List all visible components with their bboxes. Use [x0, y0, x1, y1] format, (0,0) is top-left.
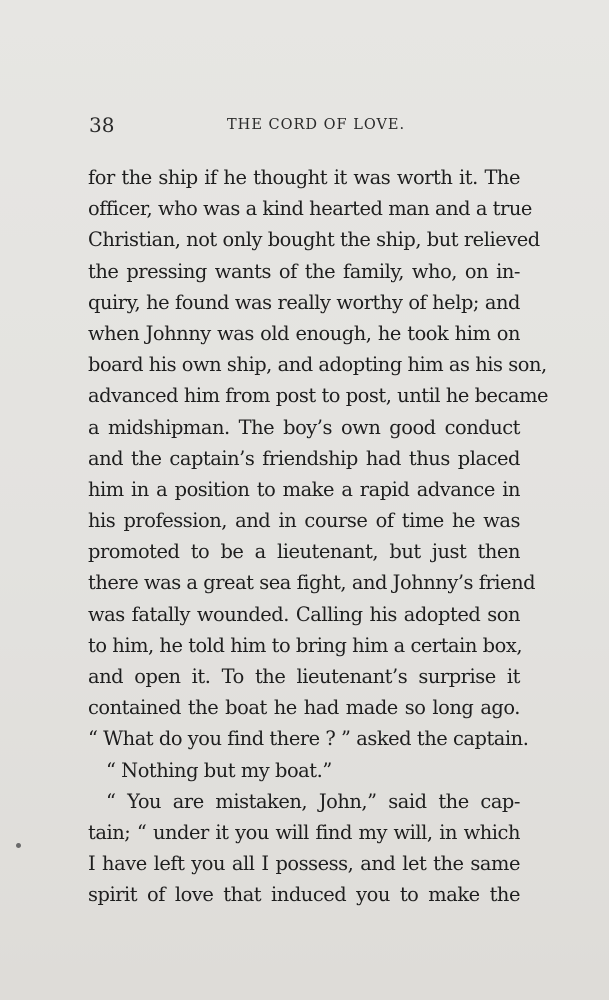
text-line: promoted to be a lieutenant, but just then	[88, 540, 520, 564]
text-line: and the captain’s friendship had thus placed	[88, 446, 520, 470]
text-line: advanced him from post to post, until he became	[88, 384, 549, 408]
text-line: quiry, he found was really worthy of help; and	[88, 290, 520, 314]
text-line: there was a great sea fight, and Johnny’s friend	[88, 571, 536, 595]
text-line: a midshipman. The boy’s own good conduct	[88, 415, 520, 439]
running-title: THE CORD OF LOVE.	[227, 117, 406, 133]
text-line: “ You are mistaken, John,” said the cap-	[106, 789, 520, 813]
text-line: him in a position to make a rapid advance in	[88, 477, 520, 501]
text-line: tain; “ under it you will find my will, in which	[88, 820, 520, 844]
text-line: officer, who was a kind hearted man and a true	[88, 197, 532, 221]
text-line: when Johnny was old enough, he took him on	[88, 321, 520, 345]
text-line: board his own ship, and adopting him as his son,	[88, 353, 547, 377]
text-line: and open it. To the lieutenant’s surprise it	[88, 665, 520, 688]
page-header	[87, 113, 519, 143]
text-line: his profession, and in course of time he was	[88, 509, 520, 533]
text-line: I have left you all I possess, and let the same	[88, 852, 520, 876]
page-body-text	[88, 162, 549, 911]
text-line: Christian, not only bought the ship, but relieved	[88, 228, 540, 252]
text-line: the pressing wants of the family, who, on in-	[88, 259, 520, 283]
text-line: contained the boat he had made so long ago.	[88, 696, 520, 720]
text-line: “ Nothing but my boat.”	[106, 758, 332, 782]
text-line: was fatally wounded. Calling his adopted son	[88, 602, 520, 626]
text-line: “ What do you find there ? ” asked the captain.	[88, 727, 529, 751]
text-line: spirit of love that induced you to make the	[88, 883, 520, 907]
text-line: for the ship if he thought it was worth it. The	[88, 166, 520, 189]
ink-speck	[16, 843, 21, 848]
text-line: to him, he told him to bring him a certain box,	[88, 633, 523, 657]
page-number: 38	[89, 113, 115, 137]
